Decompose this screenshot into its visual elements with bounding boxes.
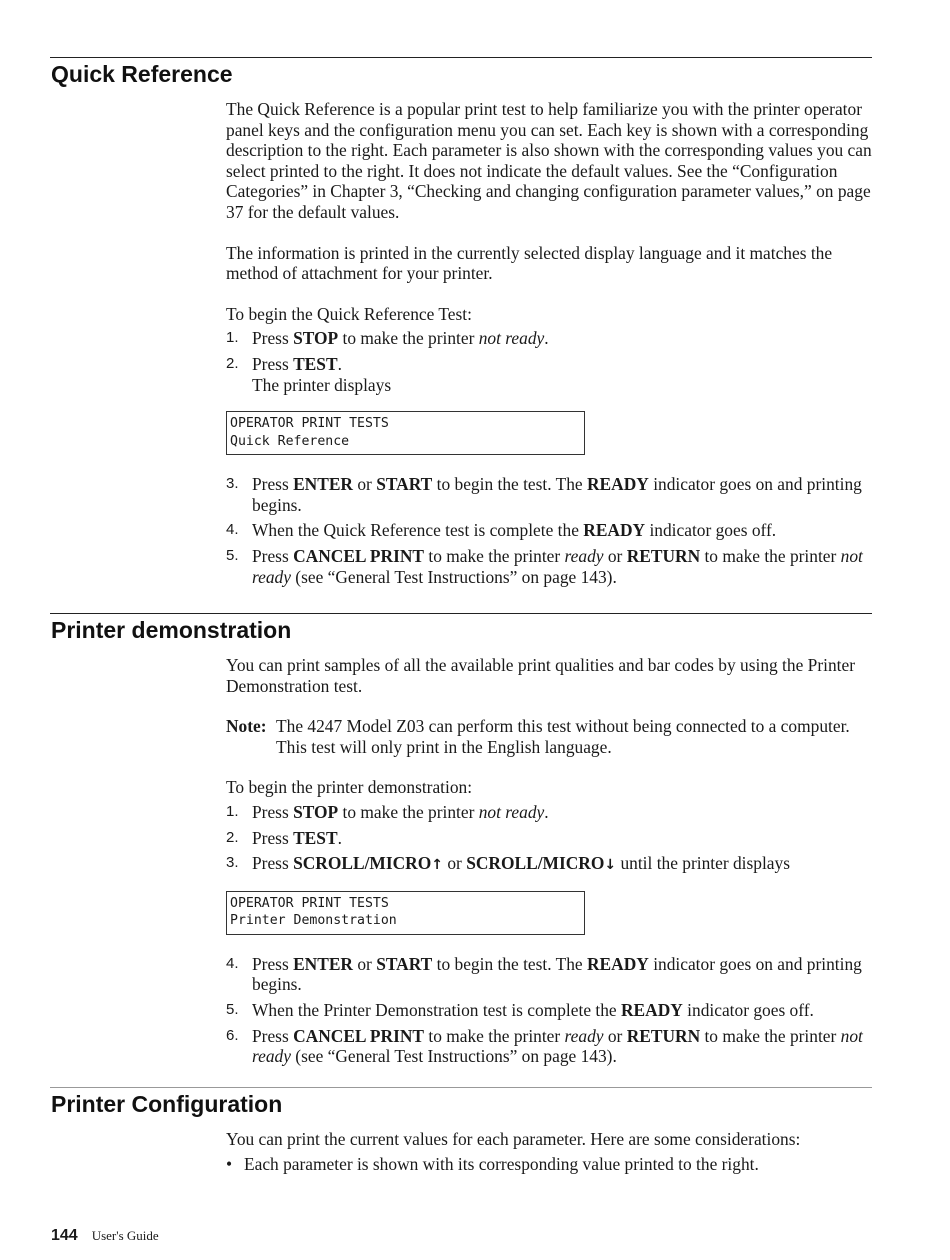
indicator-name: READY: [587, 474, 649, 495]
step-item: 2. Press TEST.: [226, 353, 342, 374]
note-label: Note:: [226, 716, 267, 737]
bullet-icon: •: [226, 1153, 233, 1174]
steps-list: [226, 802, 876, 876]
operator-panel-display: [226, 411, 585, 455]
section-heading-printer-demonstration: Printer demonstration: [51, 617, 292, 643]
step-item: 1. Press STOP to make the printer not ready.: [226, 801, 549, 822]
indicator-name: READY: [587, 953, 649, 974]
steps-intro: To begin the printer demonstration:: [226, 777, 473, 798]
section-rule: [50, 57, 872, 58]
bullet-list: [226, 1154, 876, 1175]
step-number: 2.: [226, 354, 239, 372]
step-number: 4.: [226, 954, 239, 972]
note-text: The 4247 Model Z03 can perform this test without being connected to a computer. This test will only print in the English language.: [276, 716, 850, 757]
key-name: RETURN: [626, 545, 701, 566]
steps-list: [226, 954, 876, 1067]
key-name: CANCEL PRINT: [293, 545, 425, 566]
state-text: ready: [564, 1025, 604, 1046]
key-name: CANCEL PRINT: [293, 1025, 425, 1046]
step-item: 1. Press STOP to make the printer not ready.: [226, 328, 549, 349]
key-name: SCROLL/MICRO: [293, 853, 432, 874]
steps-list: [226, 328, 876, 374]
step-item: 6. Press CANCEL PRINT to make the printer ready or RETURN to make the printer not ready (see “General Test Instructions” on page 143).: [226, 1025, 863, 1067]
key-name: START: [376, 474, 433, 495]
printer-demonstration-body: [226, 655, 876, 1067]
step-number: 2.: [226, 828, 239, 846]
panel-line-1: OPERATOR PRINT TESTS: [230, 416, 389, 432]
book-title: User's Guide: [91, 1228, 159, 1243]
section-rule: [50, 1087, 872, 1088]
arrow-up-icon: ↑: [431, 857, 443, 874]
indicator-name: READY: [583, 520, 646, 541]
arrow-down-icon: ↓: [604, 857, 617, 874]
key-name: START: [376, 953, 433, 974]
step-item: 4. Press ENTER or START to begin the test. The READY indicator goes on and printing begins.: [226, 953, 862, 995]
section-heading-printer-configuration: Printer Configuration: [51, 1091, 283, 1117]
steps-intro: To begin the Quick Reference Test:: [226, 303, 472, 324]
key-name: RETURN: [626, 1025, 701, 1046]
section-rule: [50, 613, 872, 614]
page-number: 144: [51, 1227, 78, 1244]
page-footer: [51, 1227, 159, 1245]
step-item: 5. Press CANCEL PRINT to make the printer ready or RETURN to make the printer not ready (see “General Test Instructions” on page 143).: [226, 545, 863, 587]
step-number: 1.: [226, 802, 239, 820]
step-item: 4. When the Quick Reference test is complete the READY indicator goes off.: [226, 520, 777, 541]
key-name: STOP: [293, 328, 339, 349]
bullet-item: • Each parameter is shown with its corresponding value printed to the right.: [226, 1153, 759, 1174]
panel-line-2: Quick Reference: [230, 433, 350, 449]
paragraph: The Quick Reference is a popular print test to help familiarize you with the printer operator panel keys and the configuration menu you can set. Each key is shown with a corresponding description to the right. Each parameter is also shown with the corresponding values you can select printed to the right. It does not indicate the default values. See the “Configuration Categories” in Chapter 3, “Checking and changing configuration parameter values,” on page 37 for the default values.: [226, 99, 872, 222]
key-name: TEST: [293, 827, 338, 848]
state-text: not ready: [478, 328, 545, 349]
state-text: not ready: [478, 801, 545, 822]
key-name: SCROLL/MICRO: [466, 853, 605, 874]
step-item: 5. When the Printer Demonstration test is complete the READY indicator goes off.: [226, 999, 814, 1020]
step-item: 3. Press ENTER or START to begin the test. The READY indicator goes on and printing begins.: [226, 474, 862, 515]
key-name: ENTER: [293, 474, 353, 495]
step-number: 5.: [226, 546, 239, 564]
step-item: 2. Press TEST.: [226, 827, 342, 848]
key-name: ENTER: [293, 953, 353, 974]
step-number: 4.: [226, 521, 239, 539]
step-number: 1.: [226, 329, 239, 347]
step-number: 3.: [226, 854, 239, 872]
state-text: ready: [564, 545, 604, 566]
panel-line-2: Printer Demonstration: [230, 913, 397, 929]
paragraph: The information is printed in the currently selected display language and it matches the method of attachment for your printer.: [226, 242, 833, 284]
step-item: 3. Press SCROLL/MICRO↑ or SCROLL/MICRO↓ until the printer displays: [226, 853, 790, 874]
paragraph: You can print samples of all the available print qualities and bar codes by using the Printer Demonstration test.: [226, 655, 855, 696]
key-name: STOP: [293, 801, 339, 822]
step-subtext: The printer displays: [252, 374, 392, 395]
step-number: 5.: [226, 1000, 239, 1018]
steps-list: [226, 474, 876, 587]
state-text: not ready: [252, 545, 863, 587]
state-text: not ready: [252, 1025, 863, 1067]
operator-panel-display: [226, 891, 585, 935]
key-name: TEST: [293, 353, 338, 374]
note: [226, 716, 876, 757]
section-heading-quick-reference: Quick Reference: [51, 61, 233, 87]
step-number: 3.: [226, 475, 239, 493]
paragraph: You can print the current values for each parameter. Here are some considerations:: [226, 1129, 801, 1149]
printer-configuration-body: [226, 1129, 876, 1174]
quick-reference-body: [226, 99, 876, 587]
indicator-name: READY: [620, 999, 683, 1020]
step-number: 6.: [226, 1026, 239, 1044]
panel-line-1: OPERATOR PRINT TESTS: [230, 895, 389, 911]
